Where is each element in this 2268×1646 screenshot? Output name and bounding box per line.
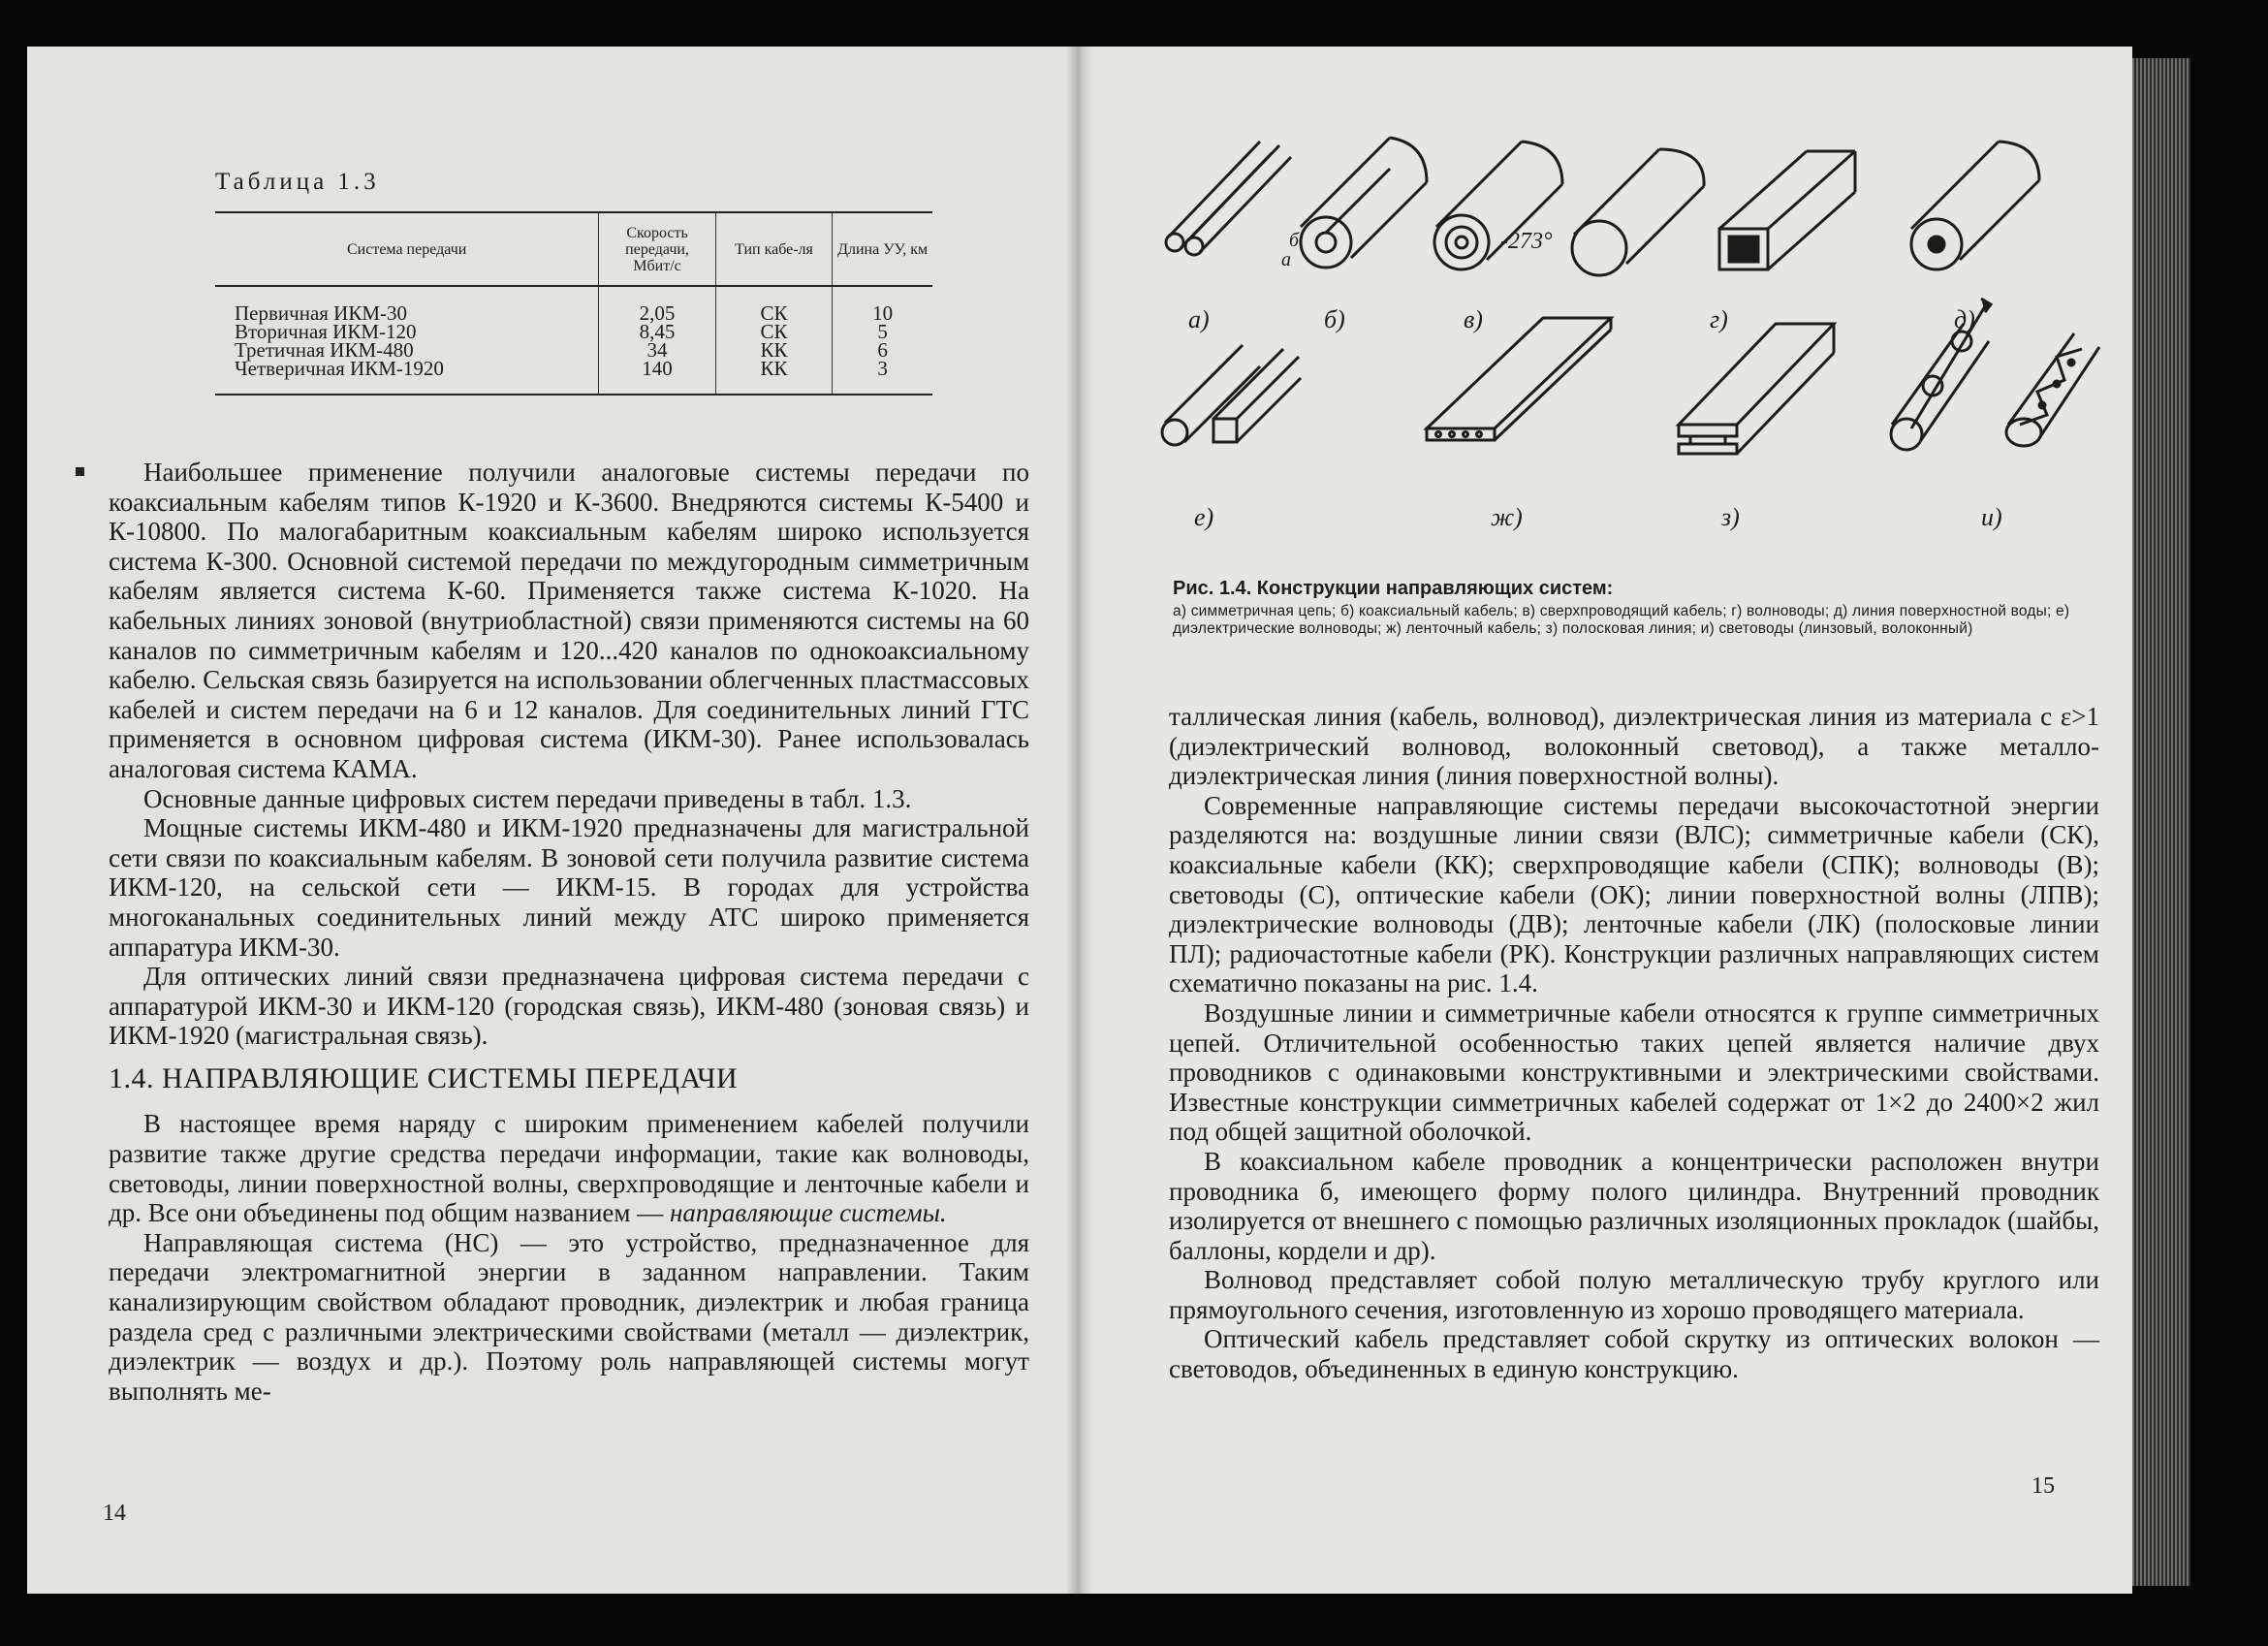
- table-cell: 6: [833, 341, 932, 360]
- table-cell: 2,05: [599, 286, 715, 323]
- table-cell: 34: [599, 341, 715, 360]
- table-cell: СК: [715, 323, 832, 341]
- table-header-cable-type: Тип кабе-ля: [715, 212, 832, 286]
- table-cell: СК: [715, 286, 832, 323]
- paragraph-text: В настоящее время наряду с широким применением кабелей получили развитие также другие средства передачи информации, такие как волноводы, световоды, линии поверхностной волны, сверхпроводящие и ленточные кабели и др. Все они объединены под общим названием —: [109, 1109, 1029, 1228]
- table-header-length: Длина УУ, км: [833, 212, 932, 286]
- book-spine-shadow: [1066, 47, 1093, 1594]
- table-cell: 3: [833, 360, 932, 395]
- surface-wave-line-drawing: [1911, 142, 2039, 269]
- paragraph: Для оптических линий связи предназначена цифровая система передачи с аппаратурой ИКМ-30 и ИКМ-120 (городская связь), ИКМ-480 (зоновая связь) и ИКМ-1920 (магистральная связь).: [109, 962, 1029, 1051]
- book-page-edges: [2132, 58, 2190, 1586]
- figure-annotation: а: [1281, 249, 1291, 270]
- paragraph: Мощные системы ИКМ-480 и ИКМ-1920 предназначены для магистральной сети связи по коаксиальным кабелям. В зоновой сети получила развитие система ИКМ-120, на сельской сети — ИКМ-15. В городах для устройства многоканальных соединительных линий между АТС широко применяется аппаратура ИКМ-30.: [109, 813, 1029, 962]
- table-cell: Первичная ИКМ-30: [235, 301, 408, 325]
- table-header-speed: Скорость передачи, Мбит/с: [599, 212, 715, 286]
- figure-label: и): [1981, 503, 2002, 531]
- table-cell: 140: [599, 360, 715, 395]
- table-cell: Четверичная ИКМ-1920: [215, 360, 599, 395]
- paragraph: Основные данные цифровых систем передачи приведены в табл. 1.3.: [143, 783, 912, 813]
- section-heading: 1.4. НАПРАВЛЯЮЩИЕ СИСТЕМЫ ПЕРЕДАЧИ: [109, 1061, 739, 1094]
- left-body-text: [109, 458, 1029, 1406]
- paragraph: Наибольшее применение получили аналоговые системы передачи по коаксиальным кабелям типов К-1920 и К-3600. Внедряются системы К-5400 и К-10800. По малогабаритным коаксиальным кабелям широко используется система К-300. Основной системой передачи по междугородным симметричным кабелям является система К-60. Применяется также система К-1020. На кабельных линиях зоновой (внутриобластной) связи применяются системы на 60 каналов по симметричным кабелям и 120...420 каналов по однокоаксиальному кабелю. Сельская связь базируется на использовании облегченных пластмассовых кабелей и систем передачи на 6 и 12 каналов. Для соединительных линий ГТС применяется в основном цифровая система (ИКМ-30). Ранее использовалась аналоговая система КАМА.: [109, 458, 1029, 783]
- page-number: 15: [2032, 1473, 2055, 1499]
- table-cell: 5: [833, 323, 932, 341]
- paragraph: Воздушные линии и симметричные кабели относятся к группе симметричных цепей. Отличительной особенностью таких цепей является наличие двух проводников с одинаковыми конструктивными и электрическими свойствами. Известные конструкции симметричных кабелей содержат от 1×2 до 2400×2 жил под общей защитной оболочкой.: [1169, 997, 2099, 1147]
- fiber-lightguide-drawing: [2006, 333, 2099, 446]
- page-number: 14: [103, 1501, 126, 1526]
- right-body-text: [1169, 702, 2099, 1384]
- figure-annotation: б: [1289, 230, 1300, 251]
- paragraph: Направляющая система (НС) — это устройство, предназначенное для передачи электромагнитной энергии в заданном направлении. Таким канализирующим свойством обладают проводник, диэлектрик и любая граница раздела сред с различными электрическими свойствами (металл — диэлектрик, диэлектрик — воздух и др.). Поэтому роль направляющей системы могут выполнять ме-: [109, 1227, 1029, 1406]
- paragraph: Современные направляющие системы передачи высокочастотной энергии разделяются на: воздушные линии связи (ВЛС); симметричные кабели (СК), коаксиальные кабели (КК); сверхпроводящие кабели (СПК); волноводы (В); световоды (С), оптические кабели (ОК); линии поверхностной волны (ЛПВ); диэлектрические волноводы (ДВ); ленточные кабели (ЛК) (полосковые линии ПЛ); радиочастотные кабели (РК). Конструкции различных направляющих систем схематично показаны на рис. 1.4.: [1169, 790, 2099, 998]
- symmetric-pair-drawing: [1166, 142, 1291, 255]
- figure-guiding-systems: [1136, 134, 2125, 541]
- figure-caption-body: а) симметричная цепь; б) коаксиальный кабель; в) сверхпроводящий кабель; г) волноводы; д) линия поверхностной воды; е) диэлектрические волноводы; ж) ленточный кабель; з) полосковая линия; и) световоды (линзовый, волоконный): [1173, 603, 2070, 637]
- right-page: [1078, 47, 2132, 1594]
- figure-caption-title: Рис. 1.4. Конструкции направляющих систем:: [1173, 578, 1614, 599]
- table-caption: Таблица 1.3: [215, 169, 380, 195]
- transmission-systems-table: [215, 211, 932, 396]
- table-row: [215, 360, 932, 395]
- table-cell: 10: [833, 286, 932, 323]
- left-page: [27, 47, 1078, 1594]
- paragraph: Оптический кабель представляет собой скрутку из оптических волокон — световодов, объединенных в единую конструкцию.: [1169, 1324, 2099, 1384]
- figure-label: б): [1324, 305, 1345, 333]
- table-cell: КК: [715, 341, 832, 360]
- figure-label: в): [1464, 305, 1483, 333]
- paragraph: таллическая линия (кабель, волновод), диэлектрическая линия из материала с ε>1 (диэлектрический волновод, волоконный световод), а также металло-диэлектрическая линия (линия поверхностной волны).: [1169, 702, 2099, 791]
- paragraph: [109, 1109, 1029, 1227]
- stripline-drawing: [1679, 324, 1834, 454]
- ribbon-cable-drawing: [1427, 318, 1611, 440]
- figure-annotation: -273°: [1500, 229, 1553, 254]
- table-cell: 8,45: [599, 323, 715, 341]
- table-header-row: [215, 212, 932, 286]
- paragraph: В коаксиальном кабеле проводник а концентрически расположен внутри проводника б, имеющего форму полого цилиндра. Внутренний проводник изолируется от внешнего с помощью различных изоляционных прокладок (шайбы, баллоны, кордели и др).: [1169, 1146, 2099, 1265]
- figure-label: д): [1954, 305, 1975, 333]
- figure-label: г): [1710, 305, 1728, 333]
- rectangular-waveguide-drawing: [1719, 151, 1855, 269]
- dielectric-waveguide-drawing: [1162, 345, 1301, 445]
- table-row: [215, 286, 932, 323]
- figure-label: ж): [1491, 503, 1523, 531]
- figure-label: з): [1721, 503, 1740, 531]
- table-cell: Третичная ИКМ-480: [235, 338, 414, 362]
- figure-label: а): [1188, 305, 1210, 333]
- table-cell: КК: [715, 360, 832, 395]
- table-header-system: Система передачи: [215, 212, 599, 286]
- table-cell: Вторичная ИКМ-120: [235, 320, 417, 343]
- margin-mark: [76, 467, 84, 476]
- italic-term: направляющие системы.: [669, 1198, 947, 1228]
- paragraph: Волновод представляет собой полую металлическую трубу круглого или прямоугольного сечения, изготовленную из хорошо проводящего материала.: [1169, 1265, 2099, 1324]
- coaxial-drawing: [1301, 138, 1427, 268]
- round-waveguide-drawing: [1572, 149, 1704, 275]
- figure-label: е): [1194, 503, 1214, 531]
- lens-lightguide-drawing: [1891, 299, 1991, 450]
